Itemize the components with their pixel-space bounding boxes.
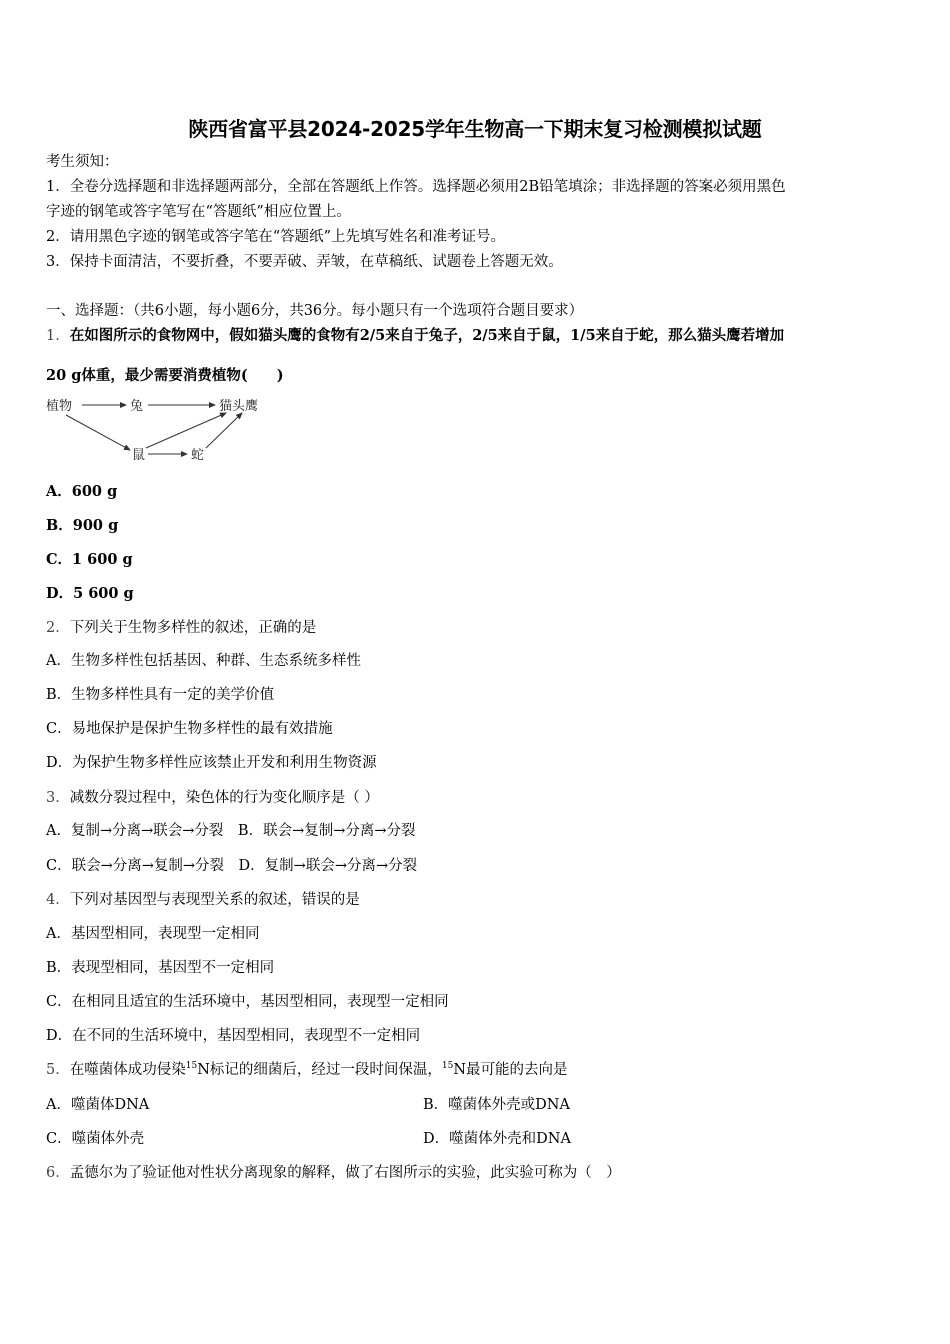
arrow-plant-mouse	[66, 415, 130, 450]
question-number: 6．	[46, 1165, 70, 1181]
option-c: C．1 600 g	[46, 551, 133, 568]
option-d: D．5 600 g	[46, 585, 134, 602]
question-5	[46, 1060, 568, 1080]
food-web-diagram	[46, 393, 271, 465]
question-2	[46, 618, 316, 638]
option-c: C．噬菌体外壳	[46, 1131, 145, 1147]
option-row	[46, 1095, 926, 1115]
node-owl: 猫头鹰	[219, 399, 259, 414]
question-1	[46, 326, 784, 346]
question-4	[46, 890, 360, 910]
option-b: B．表现型相同，基因型不一定相同	[46, 960, 275, 976]
arrow-mouse-owl	[146, 413, 226, 448]
question-number: 4．	[46, 892, 70, 908]
page-title: 陕西省富平县2024-2025学年生物高一下期末复习检测模拟试题	[188, 117, 762, 141]
question-text: N标记的细菌后，经过一段时间保温，	[197, 1062, 442, 1078]
option-a: A．600 g	[46, 483, 118, 500]
notice-item: 1．全卷分选择题和非选择题两部分，全部在答题纸上作答。选择题必须用2B铅笔填涂；非选择题的答案必须用黑色	[46, 179, 786, 195]
question-number: 3．	[46, 790, 70, 806]
option-b: B．900 g	[46, 517, 119, 534]
option-d: D．为保护生物多样性应该禁止开发和利用生物资源	[46, 755, 377, 771]
question-3	[46, 788, 379, 808]
notice-item: 字迹的钢笔或答字笔写在“答题纸”相应位置上。	[46, 204, 351, 220]
node-plant: 植物	[46, 399, 73, 414]
node-rabbit: 兔	[130, 399, 144, 414]
option-b: B．生物多样性具有一定的美学价值	[46, 687, 275, 703]
superscript: 15	[185, 1061, 198, 1071]
notice-item: 2．请用黑色字迹的钢笔或答字笔在“答题纸”上先填写姓名和准考证号。	[46, 229, 506, 245]
notice-item: 3．保持卡面清洁，不要折叠，不要弄破、弄皱，在草稿纸、试题卷上答题无效。	[46, 254, 563, 270]
option-d: D．噬菌体外壳和DNA	[423, 1131, 571, 1147]
option-a: A．生物多样性包括基因、种群、生态系统多样性	[46, 653, 361, 669]
question-text: 下列关于生物多样性的叙述，正确的是	[69, 620, 317, 636]
option-b: B．噬菌体外壳或DNA	[423, 1097, 570, 1113]
question-number: 1．	[46, 328, 70, 344]
node-mouse: 鼠	[132, 448, 146, 463]
node-snake: 蛇	[191, 448, 205, 463]
option-c: C．在相同且适宜的生活环境中，基因型相同，表现型一定相同	[46, 994, 449, 1010]
question-text: 孟德尔为了验证他对性状分离现象的解释，做了右图所示的实验，此实验可称为（ ）	[69, 1165, 621, 1181]
section-heading: 一、选择题：（共6小题，每小题6分，共36分。每小题只有一个选项符合题目要求）	[46, 303, 584, 319]
superscript: 15	[441, 1061, 454, 1071]
option-a: A．噬菌体DNA	[46, 1097, 150, 1113]
option-c: C．易地保护是保护生物多样性的最有效措施	[46, 721, 333, 737]
question-number: 5．	[46, 1062, 70, 1078]
question-text: 减数分裂过程中，染色体的行为变化顺序是（ ）	[69, 790, 379, 806]
option-d: D．在不同的生活环境中，基因型相同，表现型不一定相同	[46, 1028, 421, 1044]
question-text: N最可能的去向是	[453, 1062, 568, 1078]
arrow-snake-owl	[206, 413, 242, 448]
question-text: 下列对基因型与表现型关系的叙述，错误的是	[69, 892, 360, 908]
option-row	[46, 1129, 926, 1149]
question-text: 在噬菌体成功侵染	[69, 1062, 186, 1078]
option-row: A．复制→分离→联会→分裂 B．联会→复制→分离→分裂	[46, 823, 416, 839]
question-number: 2．	[46, 620, 70, 636]
notice-heading: 考生须知：	[46, 154, 119, 170]
question-6	[46, 1163, 621, 1183]
option-row: C．联会→分离→复制→分裂 D．复制→联会→分离→分裂	[46, 858, 418, 874]
question-1-continued: 20 g体重，最少需要消费植物( )	[46, 367, 284, 384]
option-a: A．基因型相同，表现型一定相同	[46, 926, 260, 942]
question-text: 在如图所示的食物网中，假如猫头鹰的食物有2/5来自于兔子，2/5来自于鼠，1/5来自于蛇，那么猫头鹰若增加	[69, 327, 785, 344]
